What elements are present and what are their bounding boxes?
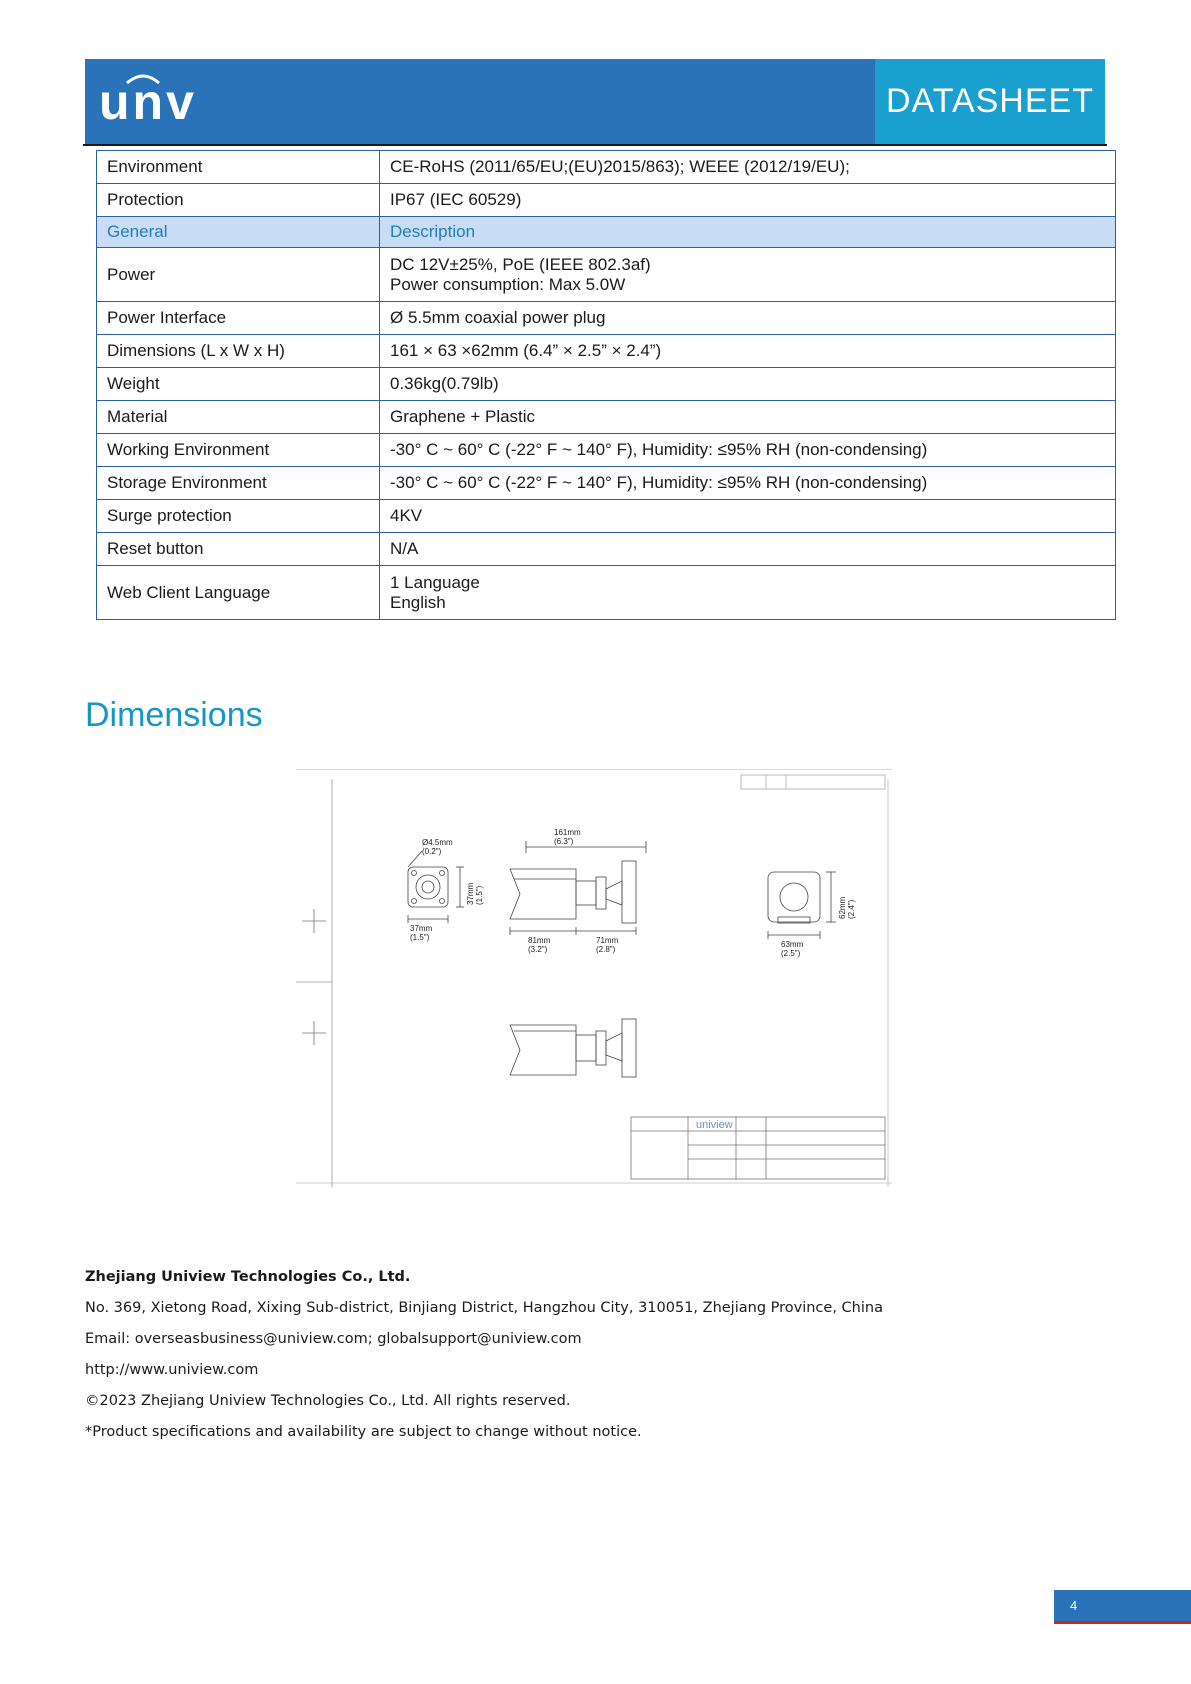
spec-value-line: IP67 (IEC 60529) [390, 190, 522, 209]
spec-row [97, 248, 1116, 302]
spec-value [380, 248, 1116, 302]
footer [85, 1262, 883, 1448]
spec-value-line: -30° C ~ 60° C (-22° F ~ 140° F), Humidity: ≤95% RH (non-condensing) [390, 473, 928, 492]
spec-value-line: English [390, 592, 446, 612]
spec-value [380, 434, 1116, 467]
dimensions-title: Dimensions [85, 696, 263, 734]
spec-key: Environment [97, 151, 380, 184]
spec-row [97, 368, 1116, 401]
copyright: ©2023 Zhejiang Uniview Technologies Co., Ltd. All rights reserved. [85, 1393, 571, 1409]
spec-row [97, 500, 1116, 533]
rear-height-label: 62mm [838, 896, 847, 919]
spec-key: Power Interface [97, 302, 380, 335]
company-name: Zhejiang Uniview Technologies Co., Ltd. [85, 1269, 411, 1285]
spec-key: Web Client Language [97, 566, 380, 620]
header-band [85, 59, 875, 144]
spec-row [97, 566, 1116, 620]
spec-row [97, 151, 1116, 184]
spec-value [380, 467, 1116, 500]
spec-key: General [97, 217, 380, 248]
rear-width-label-in: (2.5") [781, 949, 801, 958]
bracket-label: 71mm [596, 936, 619, 945]
spec-key: Working Environment [97, 434, 380, 467]
dimension-drawing [296, 769, 892, 1187]
website-link[interactable]: http://www.uniview.com [85, 1362, 259, 1378]
length-label: 161mm [554, 828, 581, 837]
title-block [631, 1117, 885, 1179]
crosshair-icon [302, 909, 326, 1045]
spec-value [380, 184, 1116, 217]
spec-value [380, 217, 1116, 248]
spec-value [380, 368, 1116, 401]
contact-email[interactable]: Email: overseasbusiness@uniview.com; globalsupport@uniview.com [85, 1331, 582, 1347]
front-height-label-in: (1.5") [475, 885, 484, 905]
spec-row [97, 434, 1116, 467]
rear-view [768, 872, 836, 939]
spec-key: Protection [97, 184, 380, 217]
hole-label-in: (0.2") [422, 847, 442, 856]
side-view [510, 841, 646, 935]
spec-value-line: CE-RoHS (2011/65/EU;(EU)2015/863); WEEE (2012/19/EU); [390, 157, 850, 176]
spec-value-line: 161 × 63 ×62mm (6.4” × 2.5” × 2.4”) [390, 341, 662, 360]
front-width-label-in: (1.5") [410, 933, 430, 942]
spec-value-line: N/A [390, 539, 419, 558]
bracket-label-in: (2.8") [596, 945, 616, 954]
spec-value-line: 4KV [390, 506, 423, 525]
spec-value-line: DC 12V±25%, PoE (IEEE 802.3af) [390, 254, 651, 274]
datasheet-label: DATASHEET [875, 59, 1105, 144]
rear-width-label: 63mm [781, 940, 804, 949]
front-width-label: 37mm [410, 924, 433, 933]
rear-height-label-in: (2.4") [847, 899, 856, 919]
notice: *Product specifications and availability are subject to change without notice. [85, 1424, 642, 1440]
spec-value [380, 533, 1116, 566]
front-height-label: 37mm [466, 882, 475, 905]
spec-value [380, 151, 1116, 184]
spec-row [97, 302, 1116, 335]
spec-value [380, 401, 1116, 434]
spec-value-line: -30° C ~ 60° C (-22° F ~ 140° F), Humidity: ≤95% RH (non-condensing) [390, 440, 928, 459]
company-address: No. 369, Xietong Road, Xixing Sub-district, Binjiang District, Hangzhou City, 310051, Zhejiang Province, China [85, 1300, 883, 1316]
spec-value [380, 500, 1116, 533]
spec-key: Surge protection [97, 500, 380, 533]
spec-value-line: 1 Language [390, 572, 480, 592]
spec-value-line: Graphene + Plastic [390, 407, 536, 426]
body-label: 81mm [528, 936, 551, 945]
spec-header-row [97, 217, 1116, 248]
body-label-in: (3.2") [528, 945, 548, 954]
hole-label: Ø4.5mm [422, 838, 453, 847]
spec-key: Weight [97, 368, 380, 401]
page-number: 4 [1054, 1590, 1191, 1621]
header-rule [83, 144, 1107, 146]
spec-key: Storage Environment [97, 467, 380, 500]
page-number-accent [1054, 1621, 1191, 1624]
top-view [510, 1019, 636, 1077]
spec-row [97, 184, 1116, 217]
spec-key: Material [97, 401, 380, 434]
spec-value [380, 566, 1116, 620]
front-view [408, 851, 464, 923]
title-block-brand: uniview [696, 1119, 733, 1131]
spec-value-line: Power consumption: Max 5.0W [390, 274, 626, 294]
spec-row [97, 467, 1116, 500]
spec-key: Power [97, 248, 380, 302]
spec-table [96, 150, 1116, 620]
brand-logo: unv [99, 74, 197, 130]
length-label-in: (6.3") [554, 837, 574, 846]
spec-row [97, 401, 1116, 434]
spec-value-line: Description [390, 222, 476, 241]
spec-value [380, 302, 1116, 335]
spec-key: Dimensions (L x W x H) [97, 335, 380, 368]
spec-row [97, 335, 1116, 368]
spec-value-line: Ø 5.5mm coaxial power plug [390, 308, 606, 327]
spec-value [380, 335, 1116, 368]
spec-row [97, 533, 1116, 566]
page-header [85, 59, 1102, 144]
spec-value-line: 0.36kg(0.79lb) [390, 374, 499, 393]
spec-key: Reset button [97, 533, 380, 566]
